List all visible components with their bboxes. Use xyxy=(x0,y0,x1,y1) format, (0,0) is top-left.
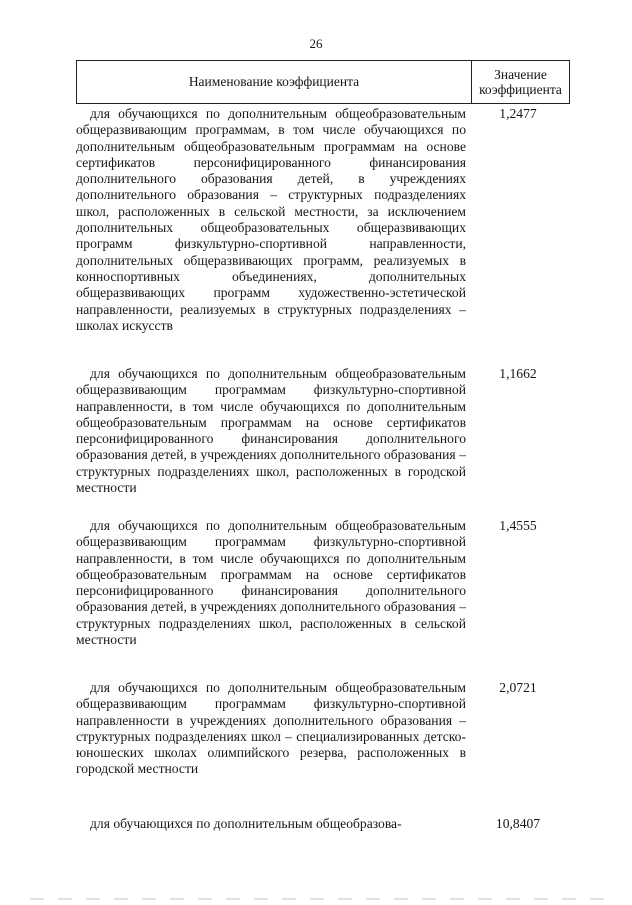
page-number: 26 xyxy=(309,36,323,51)
coefficient-value: 1,4555 xyxy=(499,518,537,533)
header-value-line2: коэффициента xyxy=(479,82,562,97)
coefficient-description: для обучающихся по дополнительным общеобразова- xyxy=(90,816,402,831)
scan-artifact xyxy=(30,898,610,900)
table-row xyxy=(76,680,570,778)
coefficient-value: 2,0721 xyxy=(499,680,537,695)
coefficient-description: для обучающихся по дополнительным общеобразовательным общеразвивающим программам физкультурно-спортивной направленности в учреждениях дополнительного образования – структурных подразделениях школ – специализированных детско-юношеских школах олимпийского резерва, расположенных в городской местности xyxy=(76,680,466,777)
coefficient-value: 1,2477 xyxy=(499,106,537,121)
table-row xyxy=(76,366,570,496)
coefficient-value: 1,1662 xyxy=(499,366,537,381)
header-value-line1: Значение xyxy=(494,67,547,82)
table-header xyxy=(76,60,570,104)
table-row xyxy=(76,106,570,334)
coefficient-value: 10,8407 xyxy=(495,816,541,831)
coefficient-description: для обучающихся по дополнительным общеобразовательным общеразвивающим программам, в том числе обучающихся по дополнительным общеобразовательным программам на основе сертификатов персонифицированного финансирования дополнительного образования детей, в учреждениях дополнительного образования – структурных подразделениях школ, расположенных в сельской местности, за исключением дополнительных общеобразовательных общеразвивающих программ физкультурно-спортивной направленности, дополнительных общеразвивающих программ, реализуемых в конноспортивных объединениях, дополнительных общеразвивающих программ художественно-эстетической направленности, реализуемых в структурных подразделениях – школах искусств xyxy=(76,106,466,333)
header-coefficient-name: Наименование коэффициента xyxy=(77,61,472,103)
table-row xyxy=(76,518,570,648)
header-coefficient-value xyxy=(472,61,569,103)
coefficient-description: для обучающихся по дополнительным общеобразовательным общеразвивающим программам физкультурно-спортивной направленности, в том числе обучающихся по дополнительным общеобразовательным программам на основе сертификатов персонифицированного финансирования дополнительного образования детей, в учреждениях дополнительного образования – структурных подразделениях школ, расположенных в городской местности xyxy=(76,366,466,496)
coefficient-description: для обучающихся по дополнительным общеобразовательным общеразвивающим программам физкультурно-спортивной направленности, в том числе обучающихся по дополнительным общеобразовательным программам на основе сертификатов персонифицированного финансирования дополнительного образования детей, в учреждениях дополнительного образования – структурных подразделениях школ, расположенных в сельской местности xyxy=(76,518,466,648)
table-row xyxy=(76,816,570,832)
